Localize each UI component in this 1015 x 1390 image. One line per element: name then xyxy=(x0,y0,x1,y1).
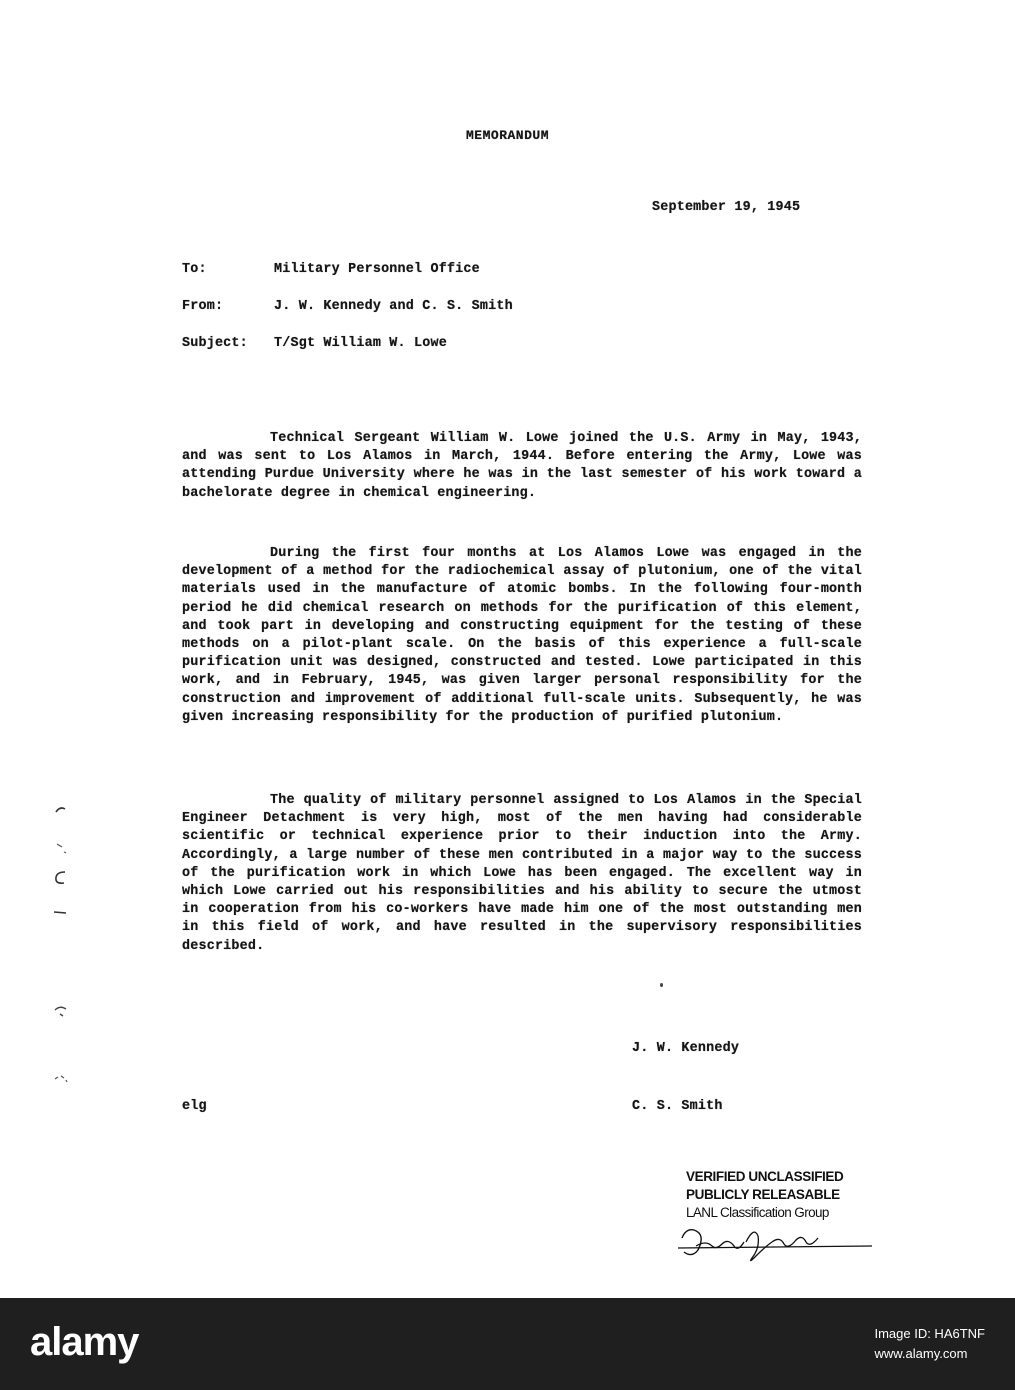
margin-mark-5 xyxy=(55,1007,66,1016)
to-label: To: xyxy=(182,262,207,277)
stamp-line-2: PUBLICLY RELEASABLE xyxy=(686,1187,840,1202)
memo-title: MEMORANDUM xyxy=(465,128,549,143)
margin-mark-1 xyxy=(56,808,65,812)
from-value: J. W. Kennedy and C. S. Smith xyxy=(274,299,513,314)
from-label: From: xyxy=(182,299,224,314)
body-paragraph-1: Technical Sergeant William W. Lowe joined the U.S. Army in May, 1943, and was sent to Los Alamos in March, 1944. Before entering the Army, Lowe was attending Purdue University where he was in the last semester of his work toward a bachelorate degree in chemical engineering. xyxy=(182,431,862,501)
margin-mark-6 xyxy=(55,1076,67,1082)
footer-watermark-bar xyxy=(0,1298,1015,1390)
memo-date: September 19, 1945 xyxy=(652,200,801,215)
classification-stamp xyxy=(686,1168,843,1222)
signer-smith: C. S. Smith xyxy=(632,1099,723,1114)
margin-mark-4 xyxy=(54,912,66,913)
margin-scan-marks xyxy=(40,800,80,1100)
body-paragraph-2: During the first four months at Los Alamos Lowe was engaged in the development of a method for the radiochemical assay of plutonium, one of the vital materials used in the manufacture of atomic bombs. In the following four-month period he did chemical research on methods for the purification of this element, and took part in developing and constructing equipment for the testing of these methods on a pilot-plant scale. On the basis of this experience a full-scale purification unit was designed, constructed and tested. Lowe participated in this work, and in February, 1945, was given larger personal responsibility for the construction and improvement of additional full-scale units. Subsequently, he was given increasing responsibility for the production of purified plutonium. xyxy=(182,546,862,725)
image-id: Image ID: HA6TNF xyxy=(874,1326,985,1341)
alamy-logo: alamy xyxy=(30,1320,139,1364)
site-link[interactable]: www.alamy.com xyxy=(874,1346,968,1361)
signer-kennedy: J. W. Kennedy xyxy=(632,1041,740,1056)
subject-value: T/Sgt William W. Lowe xyxy=(274,336,447,351)
ink-speck xyxy=(660,983,663,987)
margin-mark-2 xyxy=(57,844,66,853)
handwritten-signature xyxy=(676,1218,876,1266)
stamp-line-1: VERIFIED UNCLASSIFIED xyxy=(686,1169,844,1184)
to-row xyxy=(182,262,480,277)
from-row xyxy=(182,299,513,314)
subject-label: Subject: xyxy=(182,336,248,351)
margin-mark-3 xyxy=(56,872,65,883)
body-paragraph-3: The quality of military personnel assigned to Los Alamos in the Special Engineer Detachment is very high, most of the men having had considerable scientific or technical experience prior to their induction into the Army. Accordingly, a large number of these men contributed in a major way to the success of the purification work in which Lowe has been engaged. The excellent way in which Lowe carried out his responsibilities and his ability to secure the utmost in cooperation from his co-workers have made him one of the most outstanding men in this field of work, and have resulted in the supervisory responsibilities described. xyxy=(182,793,862,954)
subject-row xyxy=(182,336,447,351)
to-value: Military Personnel Office xyxy=(274,262,480,277)
typist-initials: elg xyxy=(182,1099,207,1114)
footer-meta xyxy=(874,1324,985,1364)
stamp-line-3: LANL Classification Group xyxy=(686,1205,829,1220)
